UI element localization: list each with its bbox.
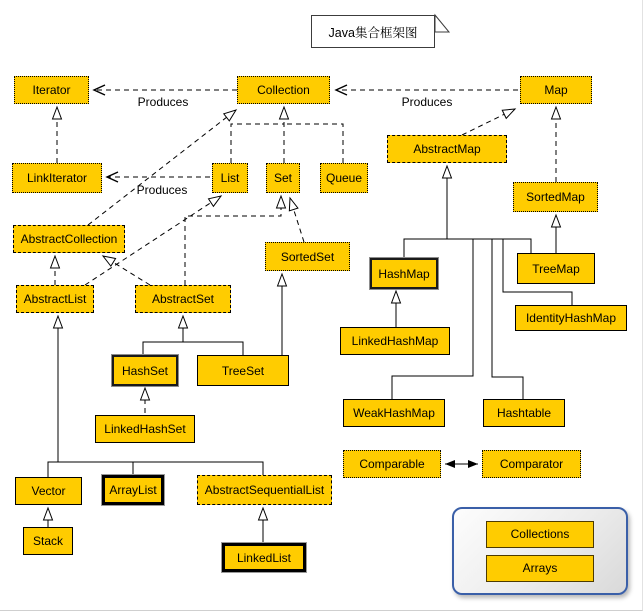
produces-label-1: Produces (137, 95, 189, 109)
class-box-stack[interactable]: Stack (23, 527, 73, 555)
edge-hashmap-to-abstractmap (404, 166, 447, 258)
edge-asl-join-abstractlist-trunk (48, 462, 263, 475)
class-box-hashset[interactable]: HashSet (112, 355, 178, 386)
class-box-queue[interactable]: Queue (320, 163, 368, 193)
class-box-comparator[interactable]: Comparator (482, 450, 581, 478)
class-box-linkedhashset[interactable]: LinkedHashSet (95, 415, 195, 443)
edge-abstractmap-to-map (462, 109, 515, 135)
edge-treemap-join-abstractmap-trunk (447, 239, 531, 253)
class-box-abstractcollection[interactable]: AbstractCollection (13, 225, 125, 253)
class-box-abstractmap[interactable]: AbstractMap (387, 135, 507, 163)
class-box-hashtable[interactable]: Hashtable (483, 399, 565, 427)
class-box-set[interactable]: Set (266, 163, 300, 193)
class-box-sortedmap[interactable]: SortedMap (513, 182, 598, 212)
edge-abstractset-to-abstractcollection (103, 256, 150, 285)
page-title: Java集合框架图 (328, 25, 418, 40)
edge-abstractset-to-set (185, 196, 281, 285)
utility-box-arrays[interactable]: Arrays (486, 555, 594, 582)
edge-hashset-to-abstractset (143, 316, 183, 355)
class-box-comparable[interactable]: Comparable (343, 450, 441, 478)
class-box-identityhashmap[interactable]: IdentityHashMap (515, 305, 627, 331)
class-box-sortedset[interactable]: SortedSet (265, 242, 350, 271)
class-box-arraylist[interactable]: ArrayList (102, 475, 164, 505)
class-box-abstractsequentiallist[interactable]: AbstractSequentialList (197, 475, 332, 505)
edge-queue-to-collection-trunk (284, 124, 343, 163)
class-box-list[interactable]: List (212, 163, 248, 193)
note-folded-corner (435, 15, 449, 32)
class-box-vector[interactable]: Vector (15, 477, 82, 505)
diagram-title-note (311, 15, 435, 48)
class-box-collection[interactable]: Collection (237, 76, 330, 104)
edge-sortedset-to-set (290, 198, 304, 242)
class-box-weakhashmap[interactable]: WeakHashMap (343, 399, 445, 427)
produces-label-3: Produces (136, 183, 188, 197)
class-box-hashmap[interactable]: HashMap (370, 258, 438, 289)
edge-treeset-join-abstractset-trunk (183, 342, 243, 355)
utility-box-collections[interactable]: Collections (486, 521, 594, 548)
class-box-linkiterator[interactable]: LinkIterator (12, 163, 102, 193)
class-box-abstractlist[interactable]: AbstractList (16, 285, 94, 313)
class-box-treeset[interactable]: TreeSet (197, 355, 289, 386)
produces-label-2: Produces (401, 95, 453, 109)
class-box-map[interactable]: Map (520, 76, 592, 104)
utility-classes-panel (452, 507, 628, 595)
class-box-linkedhashmap[interactable]: LinkedHashMap (340, 327, 450, 355)
class-box-linkedlist[interactable]: LinkedList (222, 543, 306, 572)
class-box-abstractset[interactable]: AbstractSet (135, 285, 231, 313)
class-box-treemap[interactable]: TreeMap (517, 253, 595, 284)
edge-vector-to-abstractlist (48, 316, 58, 477)
class-box-iterator[interactable]: Iterator (14, 76, 89, 104)
edge-arraylist-join-abstractlist-trunk (48, 462, 133, 475)
edge-list-to-collection-trunk (231, 124, 284, 163)
